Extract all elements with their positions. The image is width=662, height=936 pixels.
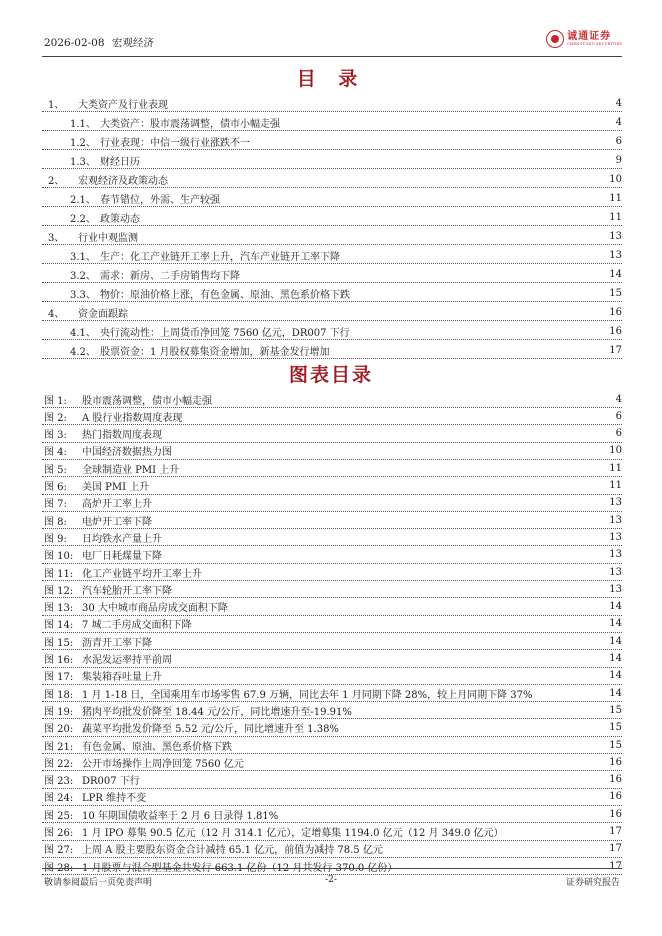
entry-title: A 股行业指数周度表现 xyxy=(82,412,183,424)
entry-number: 图 23: xyxy=(44,776,74,788)
figure-entry[interactable] xyxy=(42,426,622,443)
toc-entry[interactable] xyxy=(42,95,622,112)
entry-title: DR007 下行 xyxy=(82,776,140,788)
entry-title: 政策动态 xyxy=(100,213,140,225)
entry-title: 化工产业链平均开工率上升 xyxy=(82,568,202,580)
entry-title: 汽车轮胎开工率下降 xyxy=(82,585,172,597)
entry-title: 沥青开工率下降 xyxy=(82,637,152,649)
entry-page: 17 xyxy=(609,826,622,837)
entry-number: 图 22: xyxy=(44,758,74,770)
entry-page: 11 xyxy=(609,462,622,474)
figure-entry[interactable] xyxy=(42,685,622,702)
entry-number: 图 17: xyxy=(44,672,74,684)
entry-title: 1 月 1-18 日，全国乘用车市场零售 67.9 万辆，同比去年 1 月同期下降 28%，较上月同期下降 37% xyxy=(82,689,533,701)
entry-page: 11 xyxy=(609,211,622,223)
figure-entry[interactable] xyxy=(42,789,622,806)
entry-title: 蔬菜平均批发价降至 5.52 元/公斤，同比增速升至 1.38% xyxy=(82,724,339,736)
entry-page: 14 xyxy=(609,618,622,630)
figure-entry[interactable] xyxy=(42,460,622,477)
entry-number: 3、 xyxy=(48,232,65,244)
entry-title: 需求：新房、二手房销售均下降 xyxy=(100,270,240,282)
entry-number: 图 28: xyxy=(44,862,74,874)
entry-title: 集装箱吞吐量上升 xyxy=(82,672,162,684)
figure-entry[interactable] xyxy=(42,391,622,408)
figure-entry[interactable] xyxy=(42,651,622,668)
entry-title: 10 年期国债收益率于 2 月 6 日录得 1.81% xyxy=(82,810,279,822)
entry-number: 图 20: xyxy=(44,724,74,736)
header-date: 2026-02-08 xyxy=(44,37,105,49)
entry-number: 图 1: xyxy=(44,395,67,407)
entry-number: 2.2、 xyxy=(70,213,96,225)
entry-number: 图 14: xyxy=(44,620,74,632)
figure-entry[interactable] xyxy=(42,668,622,685)
figure-entry[interactable] xyxy=(42,564,622,581)
toc-entry[interactable] xyxy=(42,133,622,150)
page-header xyxy=(42,30,622,57)
entry-page: 16 xyxy=(609,325,622,337)
entry-page: 17 xyxy=(609,344,622,356)
company-logo xyxy=(546,30,622,48)
entry-title: 美国 PMI 上升 xyxy=(82,482,150,493)
toc-entry[interactable] xyxy=(42,266,622,283)
entry-page: 10 xyxy=(609,445,622,457)
entry-title: 全球制造业 PMI 上升 xyxy=(82,464,180,476)
toc-entry[interactable] xyxy=(42,285,622,302)
toc-entry[interactable] xyxy=(42,342,622,359)
toc-entry[interactable] xyxy=(42,323,622,340)
entry-title: 公开市场操作上周净回笼 7560 亿元 xyxy=(82,758,244,770)
entry-title: 股市震荡调整，债市小幅走强 xyxy=(82,395,212,407)
entry-number: 图 16: xyxy=(44,655,74,666)
entry-page: 4 xyxy=(615,97,622,109)
entry-title: 大类资产及行业表现 xyxy=(78,99,168,111)
entry-number: 1.3、 xyxy=(70,156,96,168)
figure-entry[interactable] xyxy=(42,495,622,512)
figure-entry[interactable] xyxy=(42,702,622,719)
entry-page: 4 xyxy=(615,393,622,405)
entry-page: 16 xyxy=(609,756,622,768)
entry-number: 图 21: xyxy=(44,741,74,753)
entry-page: 10 xyxy=(609,173,622,185)
entry-page: 16 xyxy=(609,808,622,820)
entry-page: 14 xyxy=(609,635,622,647)
entry-number: 图 9: xyxy=(44,533,67,545)
entry-number: 图 13: xyxy=(44,603,74,615)
entry-number: 图 2: xyxy=(44,412,67,424)
figure-entry[interactable] xyxy=(42,633,622,650)
entry-number: 3.2、 xyxy=(70,270,96,282)
toc-entry[interactable] xyxy=(42,304,622,321)
entry-page: 6 xyxy=(615,410,622,422)
entry-title: 水泥发运率持平前周 xyxy=(82,655,172,666)
entry-page: 9 xyxy=(615,154,622,166)
entry-page: 15 xyxy=(609,287,622,299)
entry-page: 17 xyxy=(609,860,622,872)
entry-number: 4、 xyxy=(48,308,65,320)
entry-title: 日均铁水产量上升 xyxy=(82,533,162,545)
entry-page: 13 xyxy=(609,583,622,595)
toc-entry[interactable] xyxy=(42,152,622,169)
entry-number: 图 25: xyxy=(44,810,74,822)
figure-entry[interactable] xyxy=(42,720,622,737)
toc-title: 目 录 xyxy=(296,68,366,90)
entry-number: 图 8: xyxy=(44,516,67,528)
entry-title: 宏观经济及政策动态 xyxy=(78,175,168,187)
entry-title: 中国经济数据热力图 xyxy=(82,447,172,459)
logo-name-cn: 诚通证券 xyxy=(567,31,612,42)
entry-number: 图 5: xyxy=(44,464,67,476)
entry-page: 15 xyxy=(609,739,622,751)
page-number: -2- xyxy=(325,875,337,885)
entry-number: 图 15: xyxy=(44,637,74,649)
entry-number: 图 19: xyxy=(44,706,74,718)
entry-title: 电炉开工率下降 xyxy=(82,516,152,528)
entry-page: 14 xyxy=(609,687,622,699)
entry-number: 图 11: xyxy=(44,568,74,580)
entry-page: 13 xyxy=(609,531,622,543)
entry-page: 16 xyxy=(609,306,622,318)
entry-number: 3.3、 xyxy=(70,289,96,301)
figure-entry[interactable] xyxy=(42,772,622,789)
entry-page: 13 xyxy=(609,566,622,578)
figure-entry[interactable] xyxy=(42,443,622,460)
entry-page: 13 xyxy=(609,514,622,526)
header-category: 宏观经济 xyxy=(111,37,154,49)
entry-page: 14 xyxy=(609,601,622,613)
entry-number: 图 12: xyxy=(44,585,74,597)
toc-entry[interactable] xyxy=(42,209,622,226)
entry-title: 股票资金：1 月股权募集资金增加，新基金发行增加 xyxy=(100,346,330,358)
figure-entry[interactable] xyxy=(42,408,622,425)
entry-title: 春节错位，外需、生产较强 xyxy=(100,194,220,206)
entry-page: 16 xyxy=(609,774,622,786)
entry-page: 15 xyxy=(609,704,622,716)
entry-number: 图 7: xyxy=(44,499,67,511)
figure-entry[interactable] xyxy=(42,858,622,875)
figure-entry[interactable] xyxy=(42,737,622,754)
figure-entry[interactable] xyxy=(42,478,622,495)
entry-number: 1.2、 xyxy=(70,137,96,149)
toc-entry[interactable] xyxy=(42,190,622,207)
figure-entry[interactable] xyxy=(42,529,622,546)
figure-entry[interactable] xyxy=(42,841,622,858)
entry-number: 图 24: xyxy=(44,793,74,805)
entry-number: 图 27: xyxy=(44,845,74,857)
entry-number: 图 10: xyxy=(44,551,74,563)
toc-entry[interactable] xyxy=(42,228,622,245)
entry-number: 4.1、 xyxy=(70,327,96,339)
entry-number: 图 6: xyxy=(44,482,67,493)
figure-entry[interactable] xyxy=(42,806,622,823)
entry-number: 2.1、 xyxy=(70,194,96,206)
entry-title: 猪肉平均批发价降至 18.44 元/公斤，同比增速升至-19.91% xyxy=(82,706,352,718)
entry-page: 13 xyxy=(609,497,622,509)
entry-page: 14 xyxy=(609,670,622,682)
entry-number: 图 3: xyxy=(44,430,67,442)
figure-entry[interactable] xyxy=(42,616,622,633)
figure-entry[interactable] xyxy=(42,824,622,841)
entry-page: 11 xyxy=(609,192,622,204)
entry-title: 财经日历 xyxy=(100,156,140,168)
figure-entry[interactable] xyxy=(42,754,622,771)
entry-number: 图 26: xyxy=(44,828,74,839)
entry-number: 3.1、 xyxy=(70,251,96,263)
entry-page: 4 xyxy=(615,116,622,128)
figure-entry[interactable] xyxy=(42,547,622,564)
entry-page: 15 xyxy=(609,722,622,734)
logo-circle-icon xyxy=(546,30,564,48)
entry-title: 7 城二手房成交面积下降 xyxy=(82,620,192,632)
entry-number: 1.1、 xyxy=(70,118,96,130)
toc-entry[interactable] xyxy=(42,171,622,188)
footer-report-type: 证券研究报告 xyxy=(565,878,620,888)
entry-page: 14 xyxy=(609,653,622,664)
header-date-category xyxy=(44,35,154,50)
figure-list-title: 图表目录 xyxy=(288,364,373,386)
entry-page: 13 xyxy=(609,230,622,242)
entry-title: 有色金属、原油、黑色系价格下跌 xyxy=(82,741,232,753)
entry-number: 图 4: xyxy=(44,447,67,459)
entry-title: 1 月 IPO 募集 90.5 亿元（12 月 314.1 亿元），定增募集 1194.0 亿元（12 月 349.0 亿元） xyxy=(82,828,504,839)
entry-title: 行业中观监测 xyxy=(78,232,138,244)
entry-page: 6 xyxy=(615,135,622,147)
entry-number: 2、 xyxy=(48,175,65,187)
entry-title: 物价：原油价格上涨，有色金属、原油、黑色系价格下跌 xyxy=(100,289,350,301)
entry-title: 热门指数周度表现 xyxy=(82,430,162,442)
entry-number: 4.2、 xyxy=(70,346,96,358)
entry-page: 16 xyxy=(609,791,622,803)
entry-page: 17 xyxy=(609,843,622,855)
entry-number: 1、 xyxy=(48,99,65,111)
entry-title: 央行流动性：上周货币净回笼 7560 亿元，DR007 下行 xyxy=(100,327,350,339)
footer-disclaimer: 敬请参阅最后一页免责声明 xyxy=(44,878,153,888)
entry-title: LPR 维持不变 xyxy=(82,793,147,805)
entry-title: 大类资产：股市震荡调整，债市小幅走强 xyxy=(100,118,280,130)
toc-entry[interactable] xyxy=(42,247,622,264)
entry-number: 图 18: xyxy=(44,689,74,701)
entry-title: 高炉开工率上升 xyxy=(82,499,152,511)
entry-title: 1 月股票与混合型基金共发行 663.1 亿份（12 月共发行 370.0 亿份） xyxy=(82,862,398,874)
entry-page: 13 xyxy=(609,549,622,561)
footer-rule xyxy=(42,868,622,869)
entry-title: 30 大中城市商品房成交面积下降 xyxy=(82,603,228,615)
toc-entry[interactable] xyxy=(42,114,622,131)
figure-entry[interactable] xyxy=(42,581,622,598)
entry-title: 生产：化工产业链开工率上升，汽车产业链开工率下降 xyxy=(100,251,340,263)
entry-title: 行业表现：中信一级行业涨跌不一 xyxy=(100,137,250,149)
figure-entry[interactable] xyxy=(42,599,622,616)
figure-entry[interactable] xyxy=(42,512,622,529)
logo-name-en: CHENGTONG SECURITIES xyxy=(567,42,622,46)
entry-page: 14 xyxy=(609,268,622,280)
entry-title: 上周 A 股主要股东资金合计减持 65.1 亿元，前值为减持 78.5 亿元 xyxy=(82,845,383,857)
entry-page: 6 xyxy=(615,428,622,440)
entry-page: 11 xyxy=(609,480,622,491)
entry-page: 13 xyxy=(609,249,622,261)
entry-title: 资金面跟踪 xyxy=(78,308,128,320)
entry-title: 电厂日耗煤量下降 xyxy=(82,551,162,563)
